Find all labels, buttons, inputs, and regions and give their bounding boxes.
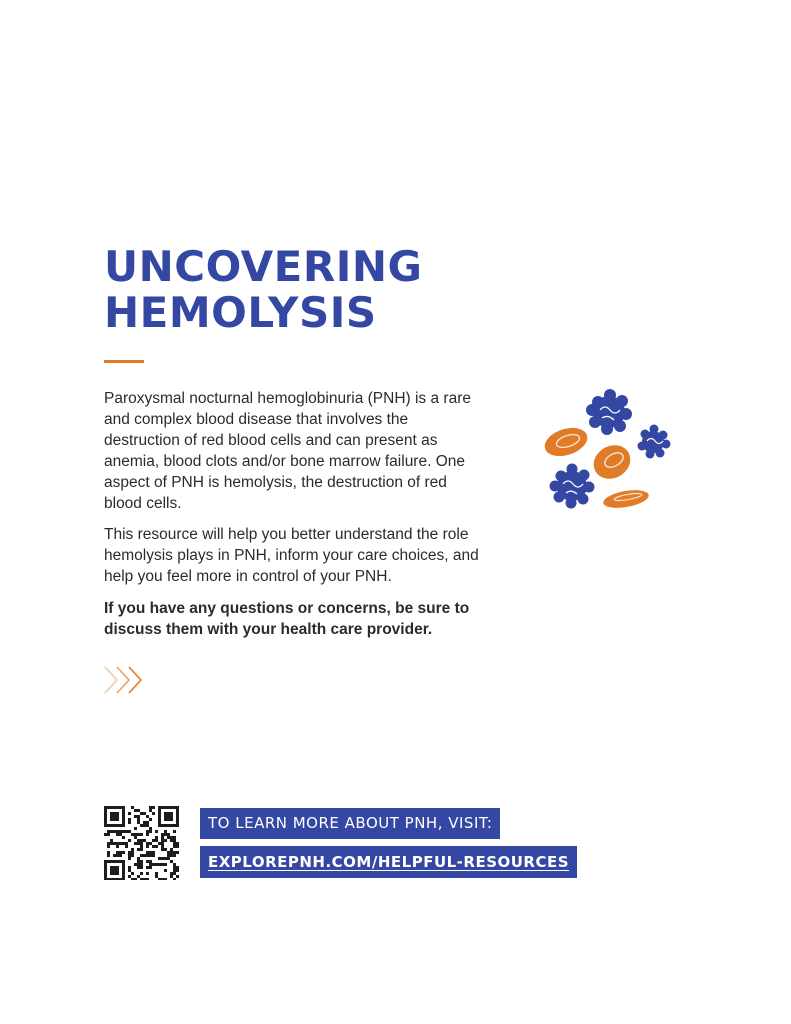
- qr-code: [104, 806, 180, 880]
- purpose-paragraph: This resource will help you better understand the role hemolysis plays in PNH, inform your care choices, and help you feel more in control of your PNH.: [104, 526, 479, 585]
- triple-chevron-right-icon: [104, 666, 146, 694]
- page-title: [104, 244, 422, 336]
- title-line-2: HEMOLYSIS: [104, 288, 377, 337]
- damaged-cell-3: [550, 464, 595, 509]
- red-blood-cell-3: [602, 487, 650, 511]
- title-line-1: UNCOVERING: [104, 242, 423, 291]
- damaged-cell-1: [586, 389, 632, 435]
- blood-cells-illustration: [538, 388, 678, 518]
- red-blood-cell-2: [588, 439, 637, 486]
- resources-link[interactable]: EXPLOREPNH.COM/HELPFUL-RESOURCES: [200, 846, 577, 878]
- learn-more-label: TO LEARN MORE ABOUT PNH, VISIT:: [200, 808, 500, 839]
- red-blood-cell-1: [541, 423, 591, 461]
- accent-divider: [104, 360, 144, 363]
- damaged-cell-2: [638, 425, 671, 459]
- advice-paragraph: If you have any questions or concerns, be sure to discuss them with your health care provider.: [104, 600, 470, 638]
- intro-paragraph: Paroxysmal nocturnal hemoglobinuria (PNH) is a rare and complex blood disease that involves the destruction of red blood cells and can present as anemia, blood clots and/or bone marrow failure. One aspect of PNH is hemolysis, the destruction of red blood cells.: [104, 390, 471, 512]
